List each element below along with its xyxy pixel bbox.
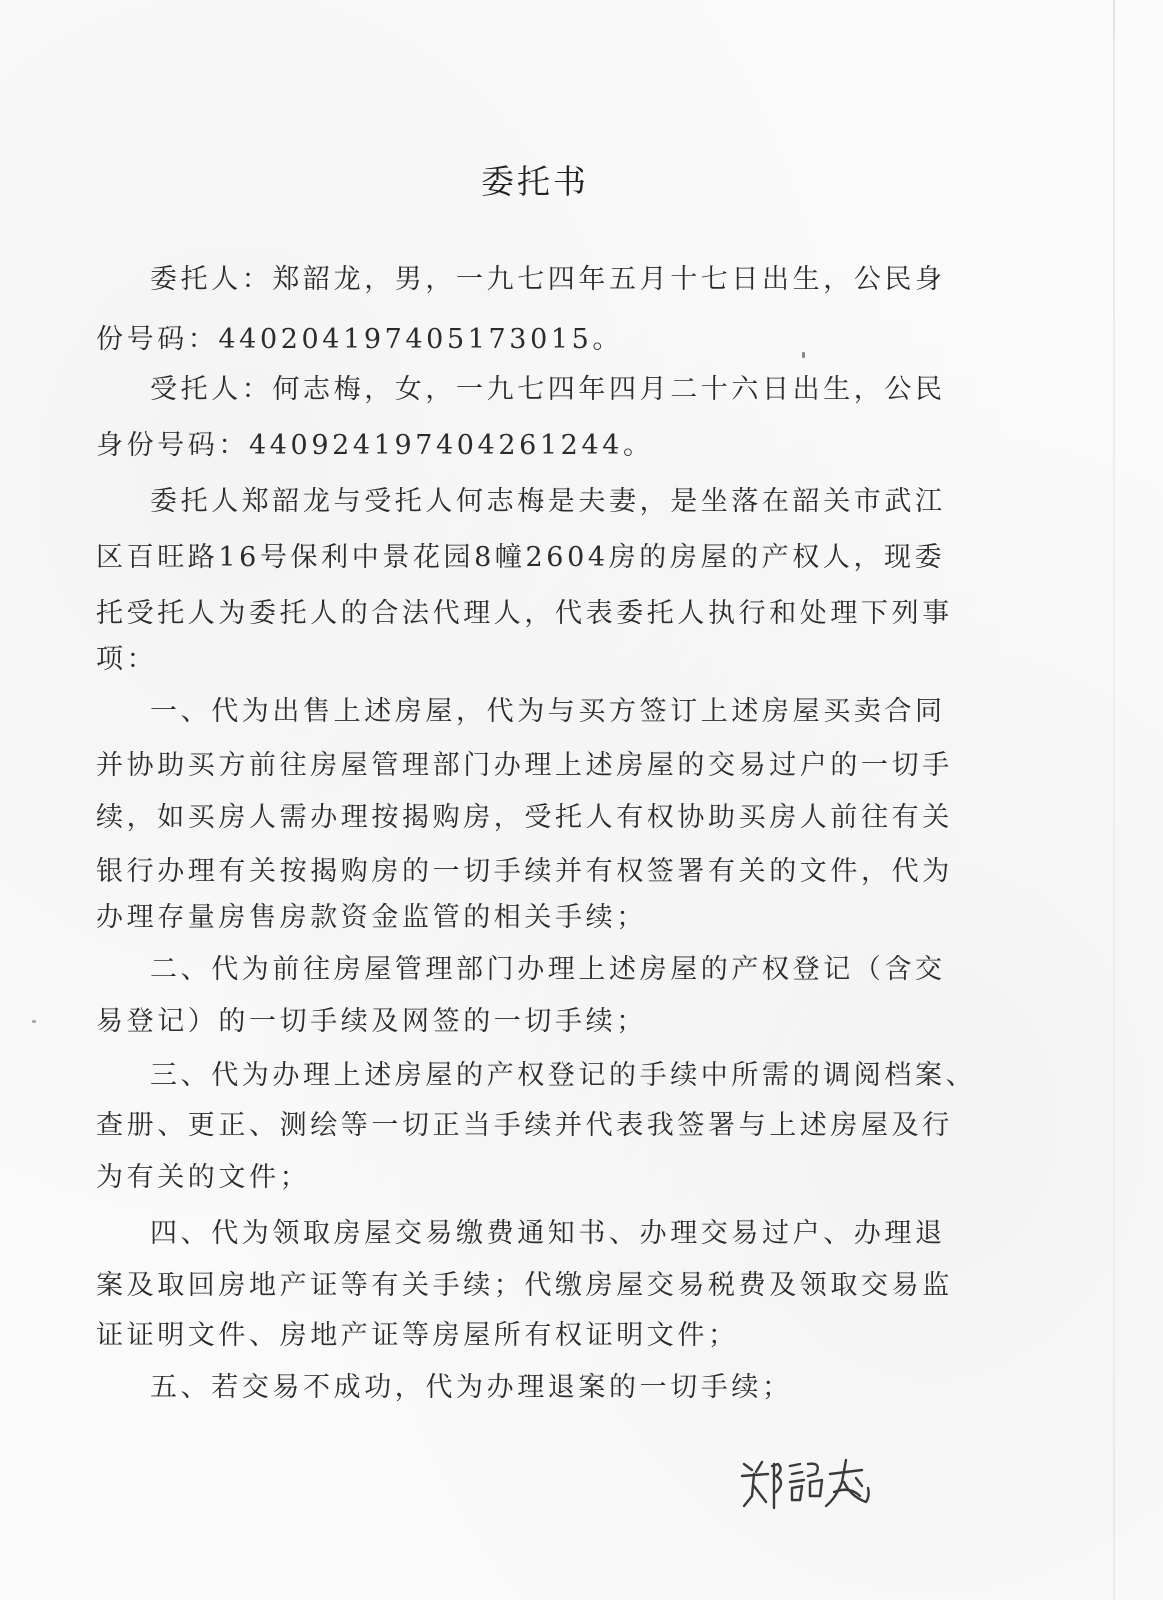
- paragraph-line: 银行办理有关按揭购房的一切手续并有权签署有关的文件，代为: [96, 856, 953, 887]
- paragraph-line: 查册、更正、测绘等一切正当手续并代表我签署与上述房屋及行: [96, 1110, 953, 1141]
- paragraph-line: 份号码：440204197405173015。: [96, 324, 624, 355]
- handwritten-signature: [738, 1452, 878, 1512]
- paragraph-line: 项：: [96, 644, 158, 675]
- paragraph-line: 证证明文件、房地产证等房屋所有权证明文件；: [96, 1320, 739, 1351]
- scan-speck: [802, 352, 805, 358]
- paragraph-line: 案及取回房地产证等有关手续；代缴房屋交易税费及领取交易监: [96, 1270, 953, 1301]
- paragraph-line: 委托人：郑韶龙，男，一九七四年五月十七日出生，公民身: [150, 264, 946, 295]
- paragraph-line: 区百旺路16号保利中景花园8幢2604房的房屋的产权人，现委: [96, 542, 946, 573]
- paragraph-line: 并协助买方前往房屋管理部门办理上述房屋的交易过户的一切手: [96, 750, 953, 781]
- paragraph-line: 为有关的文件；: [96, 1162, 311, 1193]
- paragraph-line: 办理存量房售房款资金监管的相关手续；: [96, 902, 647, 933]
- paragraph-line: 三、代为办理上述房屋的产权登记的手续中所需的调阅档案、: [150, 1060, 977, 1091]
- scan-edge-shadow: [1113, 0, 1115, 1600]
- paragraph-line: 续，如买房人需办理按揭购房，受托人有权协助买房人前往有关: [96, 802, 953, 833]
- paragraph-line: 身份号码：440924197404261244。: [96, 430, 654, 461]
- paragraph-line: 四、代为领取房屋交易缴费通知书、办理交易过户、办理退: [150, 1218, 946, 1249]
- paragraph-line: 受托人：何志梅，女，一九七四年四月二十六日出生，公民: [150, 374, 946, 405]
- paragraph-line: 一、代为出售上述房屋，代为与买方签订上述房屋买卖合同: [150, 696, 946, 727]
- paragraph-line: 二、代为前往房屋管理部门办理上述房屋的产权登记（含交: [150, 954, 946, 985]
- document-title: 委托书: [481, 162, 589, 201]
- paragraph-line: 五、若交易不成功，代为办理退案的一切手续；: [150, 1372, 793, 1403]
- scan-speck: [32, 1020, 36, 1023]
- paragraph-line: 易登记）的一切手续及网签的一切手续；: [96, 1006, 647, 1037]
- paragraph-line: 委托人郑韶龙与受托人何志梅是夫妻，是坐落在韶关市武江: [150, 486, 946, 517]
- paragraph-line: 托受托人为委托人的合法代理人，代表委托人执行和处理下列事: [96, 598, 953, 629]
